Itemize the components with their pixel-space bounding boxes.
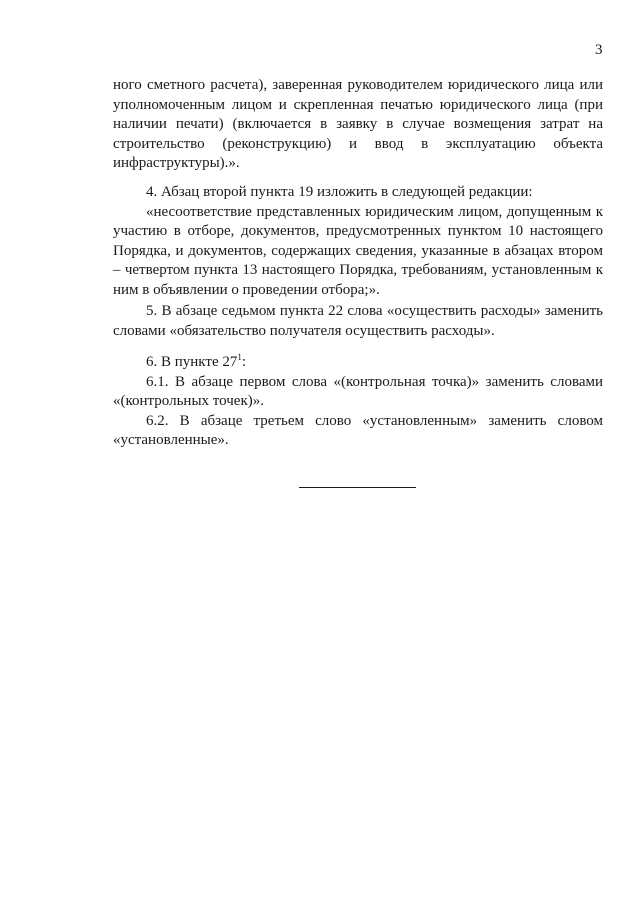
- item-6: [113, 353, 603, 451]
- separator-line: [299, 487, 416, 488]
- item-4-heading: 4. Абзац второй пункта 19 изложить в следующей редакции:: [146, 184, 533, 200]
- item-5-text: 5. В абзаце седьмом пункта 22 слова «осуществить расходы» заменить словами «обязательство получателя осуществить расходы».: [113, 303, 603, 339]
- item-6-1: 6.1. В абзаце первом слова «(контрольная точка)» заменить словами «(контрольных точек)».: [113, 373, 603, 409]
- item-6-heading: [113, 353, 603, 373]
- item-4-quote: «несоответствие представленных юридическим лицом, допущенным к участию в отборе, документов, предусмотренных пунктом 10 настоящего Порядка, и документов, содержащих сведения, указанные в абзацах втором – четвертом пункта 13 настоящего Порядка, требованиям, установленным к ним в объявлении о проведении отбора;».: [113, 203, 603, 298]
- paragraph: ного сметного расчета), заверенная руководителем юридического лица или уполномоченным лицом и скрепленная печатью юридического лица (при наличии печати) (включается в заявку в случае возмещения затрат на строительство (реконструкцию) и ввод в эксплуатацию объекта инфраструктуры).».: [113, 77, 603, 171]
- item-6-superscript: 1: [237, 352, 242, 362]
- item-5: [113, 302, 603, 341]
- item-6-2: 6.2. В абзаце третьем слово «установленным» заменить словом «установленные».: [113, 412, 603, 448]
- item-6-text: 6. В пункте 27: [146, 354, 238, 370]
- paragraph-continuation: [113, 76, 603, 174]
- page-number: 3: [595, 42, 603, 58]
- item-4: [113, 183, 603, 300]
- item-6-suffix: :: [241, 354, 247, 370]
